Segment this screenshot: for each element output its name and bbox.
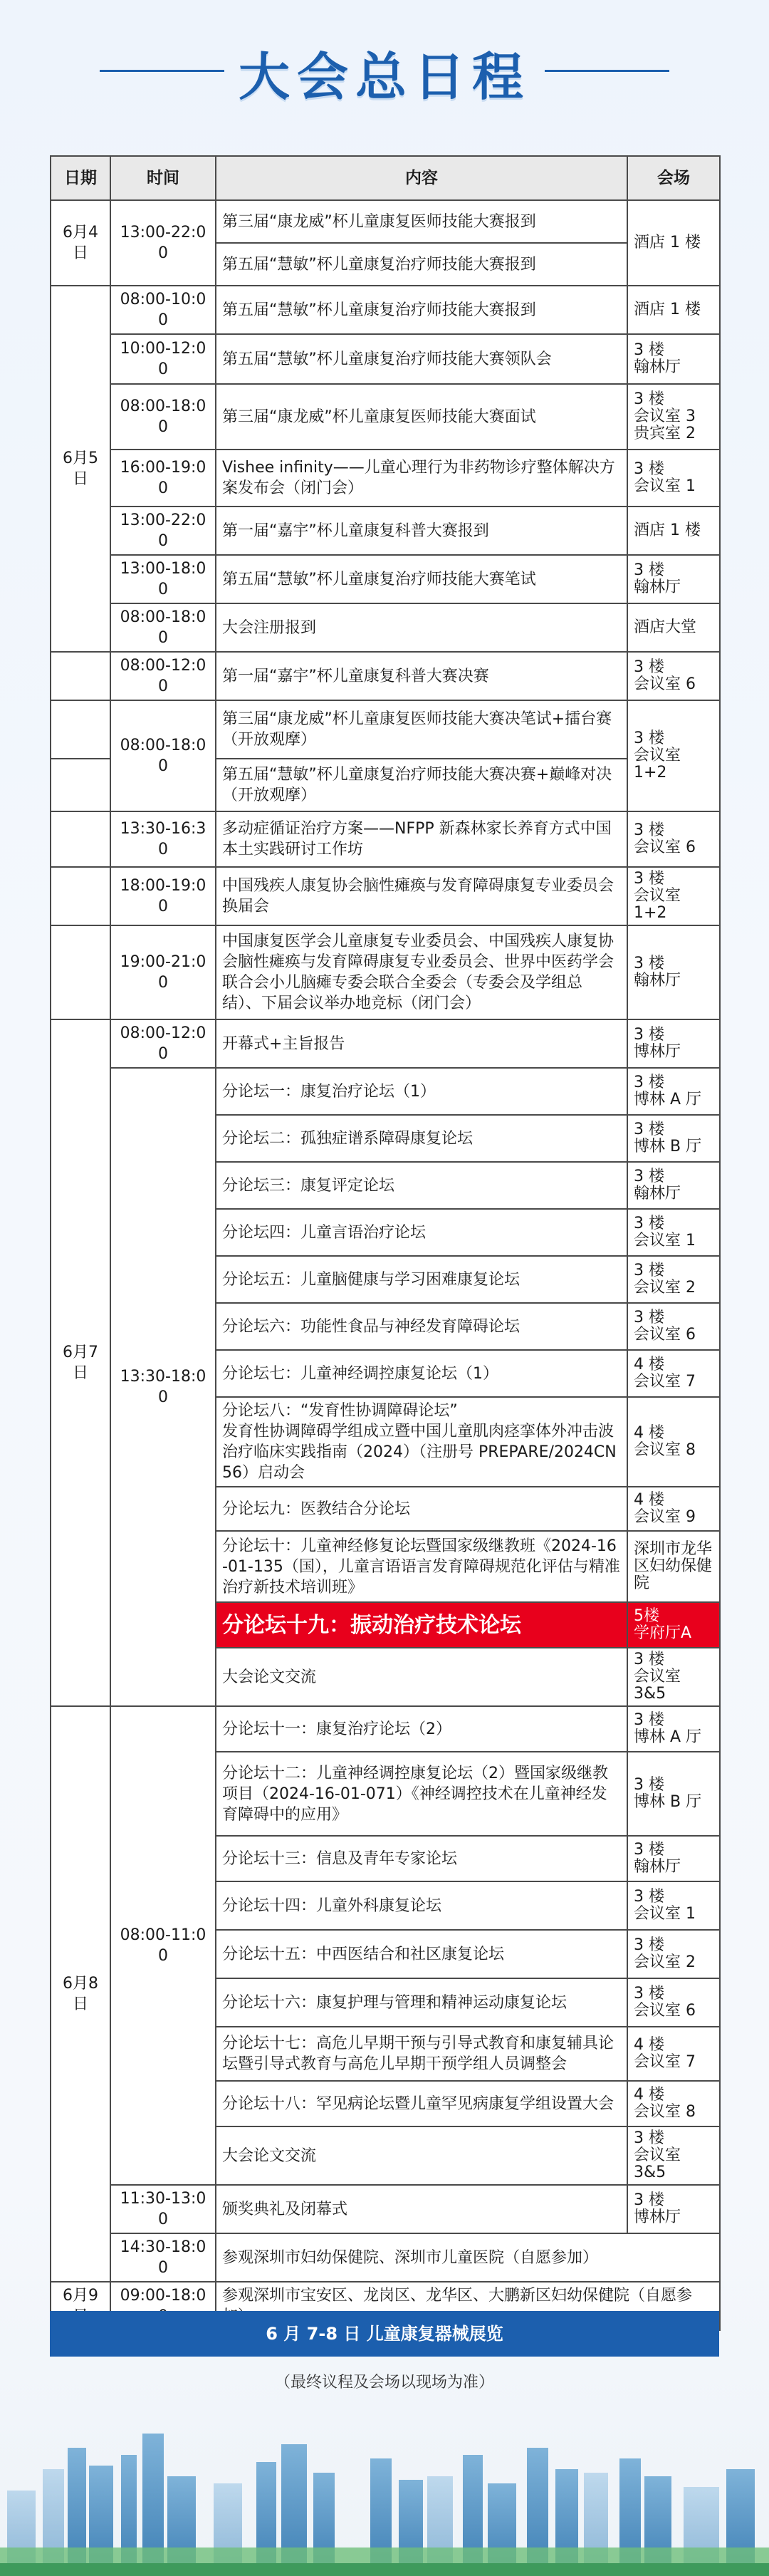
cell-venue: 3 楼 会议室 6 (627, 1303, 720, 1350)
cell-date: 6月9 (51, 2282, 110, 2330)
footer-note: （最终议程及会场以现场为准） (274, 2374, 494, 2391)
cell-time: 08:00-18:00 (110, 700, 216, 811)
cell-venue: 3 楼 翰林厅 (627, 555, 720, 603)
cell-content: 第三届“康龙威”杯儿童康复医师技能大赛报到 (216, 200, 627, 243)
cell-venue: 3 楼 会议室 1 (627, 1209, 720, 1256)
cell-content: 参观深圳市宝安区、龙岗区、龙华区、大鹏新区妇幼保健院（自愿参 (216, 2282, 720, 2330)
cell-content: 分论坛十五：中西医结合和社区康复论坛 (216, 1930, 627, 1978)
cell-content: 分论坛九：医教结合分论坛 (216, 1487, 627, 1531)
table-row (51, 652, 720, 700)
cell-venue: 3 楼 会议室 1+2 (627, 700, 720, 811)
cell-time: 14:30-18:00 (110, 2233, 216, 2282)
cell-venue: 3 楼 会议室 1 (627, 450, 720, 507)
cell-content: 分论坛十六：康复护理与管理和精神运动康复论坛 (216, 1978, 627, 2027)
cell-venue: 3 楼 翰林厅 (627, 1162, 720, 1209)
cell-content: 分论坛十三：信息及青年专家论坛 (216, 1836, 627, 1881)
cell-venue: 深圳市龙华区妇幼保健院 (627, 1531, 720, 1602)
cell-date: 6月4日 (51, 200, 110, 286)
cell-venue: 3 楼 翰林厅 (627, 1836, 720, 1881)
cell-date (51, 811, 110, 867)
cell-venue: 3 楼 博林 B 厅 (627, 1752, 720, 1836)
cell-venue: 4 楼 会议室 9 (627, 1487, 720, 1531)
cell-time: 08:00-10:00 (110, 286, 216, 334)
cell-content: 第五届“慧敏”杯儿童康复治疗师技能大赛决赛+巅峰对决（开放观摩） (216, 759, 627, 811)
cell-content: 中国康复医学会儿童康复专业委员会、中国残疾人康复协会脑性瘫痪与发育障碍康复专业委员会、世界中医药学会联合会小儿脑瘫专委会联合全委会（专委会及学组总结）、下届会议举办地竞标（闭门会） (216, 925, 627, 1019)
table-row (51, 925, 720, 1019)
cell-content: 第五届“慧敏”杯儿童康复治疗师技能大赛笔试 (216, 555, 627, 603)
cell-venue: 3 楼 博林 A 厅 (627, 1068, 720, 1115)
cell-venue: 5楼 学府厅A (627, 1602, 720, 1648)
table-row (51, 384, 720, 450)
cell-content: 分论坛三：康复评定论坛 (216, 1162, 627, 1209)
cell-content: 第五届“慧敏”杯儿童康复治疗师技能大赛报到 (216, 286, 627, 334)
schedule-body (51, 200, 720, 2330)
cell-venue: 3 楼 博林厅 (627, 2185, 720, 2233)
page-title: 大会总日程 (238, 47, 530, 107)
cell-time: 08:00-12:00 (110, 1019, 216, 1068)
cell-content: 分论坛十八：罕见病论坛暨儿童罕见病康复学组设置大会 (216, 2081, 627, 2126)
cell-time: 13:00-18:00 (110, 555, 216, 603)
cell-venue: 3 楼 翰林厅 (627, 334, 720, 384)
cell-date: 6月5日 (51, 286, 110, 652)
header-date: 日期 (51, 156, 110, 200)
cell-venue: 4 楼 会议室 7 (627, 2027, 720, 2081)
cell-date (51, 925, 110, 1019)
cell-time: 11:30-13:00 (110, 2185, 216, 2233)
cell-venue: 酒店 1 楼 (627, 507, 720, 555)
cell-content: 分论坛七：儿童神经调控康复论坛（1） (216, 1350, 627, 1397)
cell-time: 16:00-19:00 (110, 450, 216, 507)
table-row (51, 200, 720, 243)
cell-time: 13:30-16:30 (110, 811, 216, 867)
cell-venue: 3 楼 会议室 3 贵宾室 2 (627, 384, 720, 450)
cell-content: 中国残疾人康复协会脑性瘫痪与发育障碍康复专业委员会换届会 (216, 867, 627, 925)
table-row (51, 1706, 720, 1752)
table-header-row (51, 156, 720, 200)
cell-venue: 3 楼 翰林厅 (627, 925, 720, 1019)
cell-date (51, 867, 110, 925)
city-skyline-illustration (0, 2405, 769, 2576)
cell-date (51, 759, 110, 811)
cell-content: 分论坛十九：振动治疗技术论坛 (216, 1602, 627, 1648)
cell-venue: 4 楼 会议室 7 (627, 1350, 720, 1397)
table-row (51, 450, 720, 507)
cell-content: Vishee infinity——儿童心理行为非药物诊疗整体解决方案发布会（闭门会） (216, 450, 627, 507)
cell-time: 13:30-18:00 (110, 1068, 216, 1706)
title-area (0, 28, 769, 121)
cell-content: 多动症循证治疗方案——NFPP 新森林家长养育方式中国本土实践研讨工作坊 (216, 811, 627, 867)
cell-venue: 酒店大堂 (627, 603, 720, 652)
table-row (51, 2185, 720, 2233)
cell-content: 分论坛十七：高危儿早期干预与引导式教育和康复辅具论坛暨引导式教育与高危儿早期干预学组人员调整会 (216, 2027, 627, 2081)
table-row (51, 555, 720, 603)
cell-venue: 3 楼 会议室 1+2 (627, 867, 720, 925)
cell-venue: 酒店 1 楼 (627, 286, 720, 334)
table-row (51, 811, 720, 867)
cell-venue: 酒店 1 楼 (627, 200, 720, 286)
cell-venue: 3 楼 会议室 6 (627, 1978, 720, 2027)
cell-date (51, 700, 110, 759)
cell-content: 第五届“慧敏”杯儿童康复治疗师技能大赛报到 (216, 243, 627, 286)
cell-content: 分论坛四：儿童言语治疗论坛 (216, 1209, 627, 1256)
cell-time: 08:00-12:00 (110, 652, 216, 700)
table-row (51, 867, 720, 925)
cell-content: 第一届“嘉宇”杯儿童康复科普大赛报到 (216, 507, 627, 555)
cell-venue: 3 楼 会议室 6 (627, 652, 720, 700)
cell-content: 大会注册报到 (216, 603, 627, 652)
cell-time: 08:00-18:00 (110, 603, 216, 652)
cell-venue: 3 楼 博林 B 厅 (627, 1115, 720, 1162)
cell-venue: 3 楼 会议室 2 (627, 1930, 720, 1978)
cell-content: 第三届“康龙威”杯儿童康复医师技能大赛面试 (216, 384, 627, 450)
cell-time: 10:00-12:00 (110, 334, 216, 384)
cell-time: 18:00-19:00 (110, 867, 216, 925)
cell-date: 6月7日 (51, 1019, 110, 1706)
cell-content: 分论坛八：“发育性协调障碍论坛” 发育性协调障碍学组成立暨中国儿童肌肉痉挛体外冲击波治疗临床实践指南（2024）（注册号 PREPARE/2024CN56）启动会 (216, 1397, 627, 1487)
cell-time: 13:00-22:00 (110, 507, 216, 555)
title-decoration-right (545, 70, 669, 72)
table-row (51, 2233, 720, 2282)
table-row (51, 507, 720, 555)
cell-time: 19:00-21:00 (110, 925, 216, 1019)
cell-content: 分论坛六：功能性食品与神经发育障碍论坛 (216, 1303, 627, 1350)
table-row (51, 286, 720, 334)
cell-content: 分论坛二：孤独症谱系障碍康复论坛 (216, 1115, 627, 1162)
cell-venue: 3 楼 博林 A 厅 (627, 1706, 720, 1752)
cell-date (51, 652, 110, 700)
table-row (51, 603, 720, 652)
cell-content: 大会论文交流 (216, 2126, 627, 2185)
header-content: 内容 (216, 156, 627, 200)
cell-content: 分论坛十四：儿童外科康复论坛 (216, 1881, 627, 1930)
cell-venue: 3 楼 会议室 2 (627, 1256, 720, 1303)
cell-time: 08:00-11:00 (110, 1706, 216, 2185)
cell-venue: 3 楼 会议室 3&5 (627, 1648, 720, 1706)
cell-time: 13:00-22:00 (110, 200, 216, 286)
cell-content: 分论坛十一：康复治疗论坛（2） (216, 1706, 627, 1752)
cell-content: 第三届“康龙威”杯儿童康复医师技能大赛决笔试+擂台赛（开放观摩） (216, 700, 627, 759)
cell-venue: 3 楼 会议室 3&5 (627, 2126, 720, 2185)
cell-venue: 4 楼 会议室 8 (627, 1397, 720, 1487)
cell-content: 分论坛十二：儿童神经调控康复论坛（2）暨国家级继教项目（2024-16-01-071）《神经调控技术在儿童神经发育障碍中的应用》 (216, 1752, 627, 1836)
cell-time: 09:00-18:0 (110, 2282, 216, 2330)
cell-content: 分论坛一：康复治疗论坛（1） (216, 1068, 627, 1115)
cell-content: 分论坛五：儿童脑健康与学习困难康复论坛 (216, 1256, 627, 1303)
schedule-table (50, 155, 721, 2331)
table-row (51, 1019, 720, 1068)
table-row (51, 334, 720, 384)
cell-date: 6月8日 (51, 1706, 110, 2282)
cell-time: 08:00-18:00 (110, 384, 216, 450)
table-row (51, 1068, 720, 1115)
cell-content: 分论坛十：儿童神经修复论坛暨国家级继教班《2024-16-01-135（国），儿童言语语言发育障碍规范化评估与精准治疗新技术培训班》 (216, 1531, 627, 1602)
table-row (51, 700, 720, 759)
cell-venue: 3 楼 会议室 1 (627, 1881, 720, 1930)
cell-content: 第五届“慧敏”杯儿童康复治疗师技能大赛领队会 (216, 334, 627, 384)
cell-content: 大会论文交流 (216, 1648, 627, 1706)
header-venue: 会场 (627, 156, 720, 200)
cell-content: 参观深圳市妇幼保健院、深圳市儿童医院（自愿参加） (216, 2233, 720, 2282)
expo-banner: 6 月 7-8 日 儿童康复器械展览 (50, 2311, 719, 2357)
cell-venue: 3 楼 会议室 6 (627, 811, 720, 867)
cell-venue: 4 楼 会议室 8 (627, 2081, 720, 2126)
cell-content: 第一届“嘉宇”杯儿童康复科普大赛决赛 (216, 652, 627, 700)
cell-content: 开幕式+主旨报告 (216, 1019, 627, 1068)
cell-venue: 3 楼 博林厅 (627, 1019, 720, 1068)
cell-content: 颁奖典礼及闭幕式 (216, 2185, 627, 2233)
header-time: 时间 (110, 156, 216, 200)
